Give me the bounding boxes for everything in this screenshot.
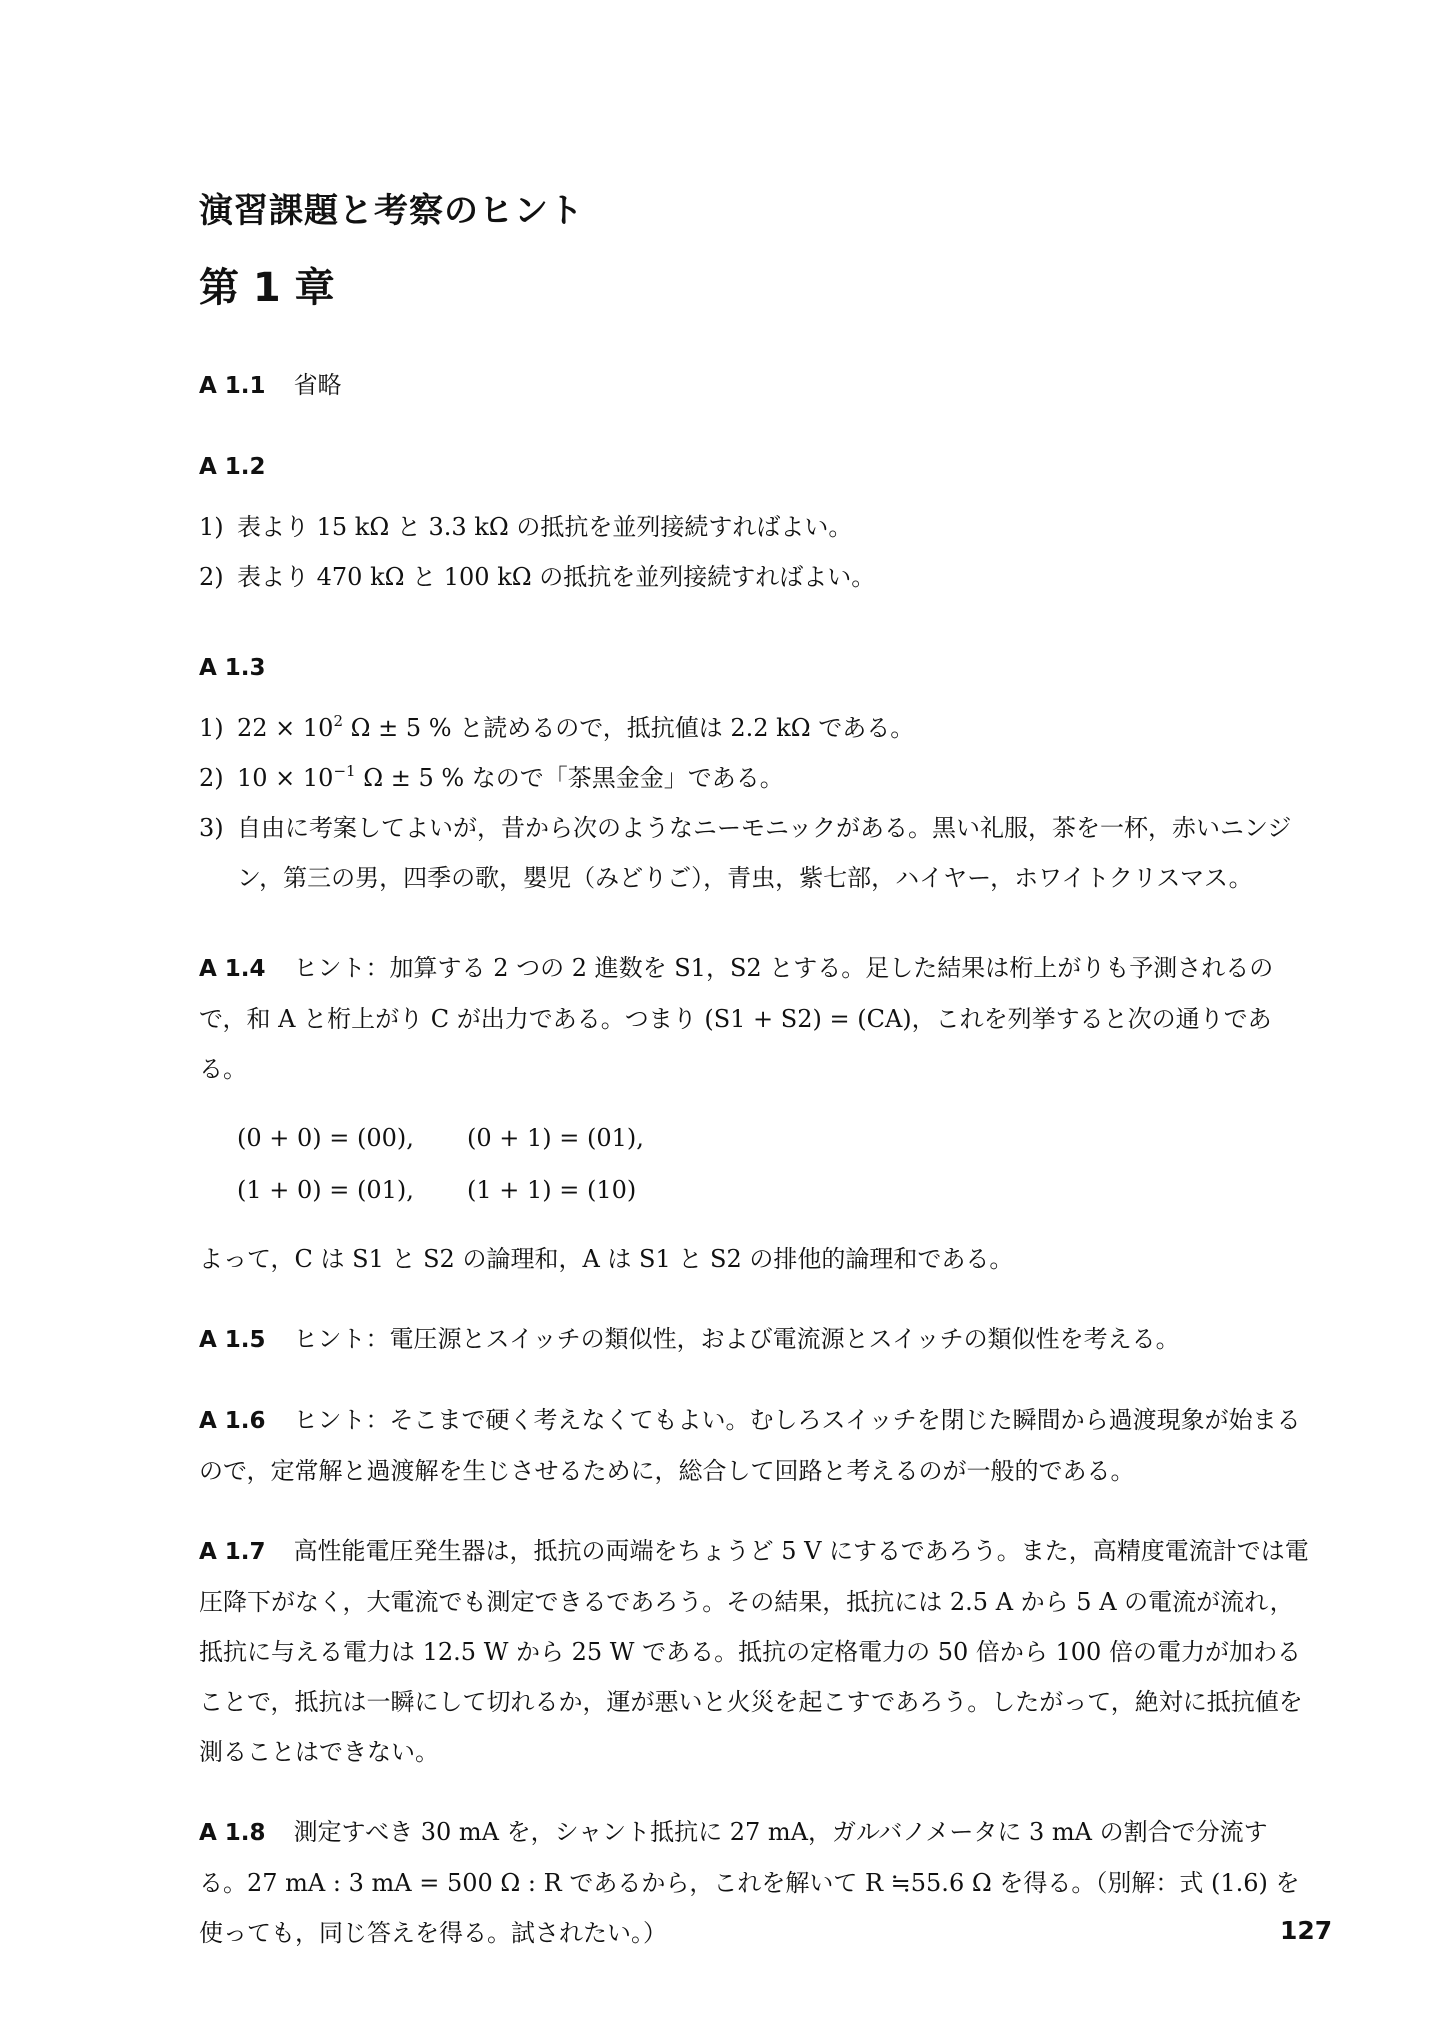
item-text-pre: 22 × 10: [237, 714, 334, 742]
answer-a1-3: [199, 642, 1309, 903]
exponent: −1: [333, 762, 356, 780]
answer-label: A 1.3: [199, 655, 266, 681]
conclusion: よって，C は S1 と S2 の論理和，A は S1 と S2 の排他的論理和である。: [199, 1245, 1014, 1273]
answer-a1-8: [199, 1807, 1309, 1958]
answers-body: [199, 360, 1309, 1988]
list-item: [199, 502, 1309, 552]
item-number: 2): [199, 563, 224, 591]
chapter-title: 第 1 章: [199, 265, 335, 311]
answer-a1-6: [199, 1395, 1309, 1496]
answer-text: 省略: [293, 371, 342, 399]
answer-a1-4: [199, 943, 1309, 1284]
item-number: 3): [199, 814, 224, 842]
exponent: 2: [333, 712, 343, 730]
item-text-post: Ω ± 5 % なので「茶黒金金」である。: [355, 764, 784, 792]
equation: (0 + 0) = (00),: [237, 1124, 414, 1152]
answer-label: A 1.6: [199, 1408, 266, 1434]
list-item: [199, 703, 1309, 753]
answer-label: A 1.1: [199, 373, 266, 399]
answer-label: A 1.4: [199, 956, 266, 982]
answer-list: [199, 703, 1309, 903]
item-text: 表より 15 kΩ と 3.3 kΩ の抵抗を並列接続すればよい。: [237, 513, 853, 541]
list-item: [199, 803, 1309, 903]
answer-text: ヒント：加算する 2 つの 2 進数を S1，S2 とする。足した結果は桁上がりも予測されるので，和 A と桁上がり C が出力である。つまり (S1 + S2) = (CA)，これを列挙すると次の通りである。: [199, 954, 1274, 1083]
answer-label: A 1.8: [199, 1820, 266, 1846]
list-item: [199, 552, 1309, 602]
answer-label: A 1.2: [199, 454, 266, 480]
answer-label: A 1.5: [199, 1327, 266, 1353]
item-text-post: Ω ± 5 % と読めるので，抵抗値は 2.2 kΩ である。: [343, 714, 915, 742]
equation: (1 + 0) = (01),: [237, 1176, 414, 1204]
equation: (1 + 1) = (10): [467, 1176, 637, 1204]
item-number: 1): [199, 714, 224, 742]
list-item: [199, 753, 1309, 803]
item-text-pre: 10 × 10: [237, 764, 334, 792]
page-number: 127: [1280, 1916, 1333, 1945]
item-text: 自由に考案してよいが，昔から次のようなニーモニックがある。黒い礼服，茶を一杯，赤いニンジン，第三の男，四季の歌，嬰児（みどりご），青虫，紫七部，ハイヤー，ホワイトクリスマス。: [237, 814, 1292, 892]
answer-list: [199, 502, 1309, 602]
answer-text: 高性能電圧発生器は，抵抗の両端をちょうど 5 V にするであろう。また，高精度電流計では電圧降下がなく，大電流でも測定できるであろう。その結果，抵抗には 2.5 A から 5 A の電流が流れ，抵抗に与える電力は 12.5 W から 25 W である。抵抗の定格電力の 50 倍から 100 倍の電力が加わることで，抵抗は一瞬にして切れるか，運が悪いと火災を起こすであろう。したがって，絶対に抵抗値を測ることはできない。: [199, 1537, 1309, 1766]
answer-text: ヒント：電圧源とスイッチの類似性，および電流源とスイッチの類似性を考える。: [293, 1325, 1180, 1353]
item-number: 2): [199, 764, 224, 792]
answer-a1-7: [199, 1526, 1309, 1777]
answer-a1-2: [199, 441, 1309, 602]
answer-a1-1: [199, 360, 1309, 411]
item-number: 1): [199, 513, 224, 541]
answer-a1-5: [199, 1314, 1309, 1365]
item-text: 表より 470 kΩ と 100 kΩ の抵抗を並列接続すればよい。: [237, 563, 876, 591]
answer-text: ヒント：そこまで硬く考えなくてもよい。むしろスイッチを閉じた瞬間から過渡現象が始まるので，定常解と過渡解を生じさせるために，総合して回路と考えるのが一般的である。: [199, 1406, 1301, 1485]
section-heading: 演習課題と考察のヒント: [199, 191, 584, 231]
equation: (0 + 1) = (01),: [467, 1124, 644, 1152]
equation-block: [237, 1112, 1309, 1216]
answer-label: A 1.7: [199, 1539, 266, 1565]
answer-text: 測定すべき 30 mA を，シャント抵抗に 27 mA，ガルバノメータに 3 mA の割合で分流する。27 mA : 3 mA = 500 Ω : R であるから，これを解いて R ≒55.6 Ω を得る。（別解：式 (1.6) を使っても，同じ答えを得る。試されたい。）: [199, 1818, 1300, 1947]
